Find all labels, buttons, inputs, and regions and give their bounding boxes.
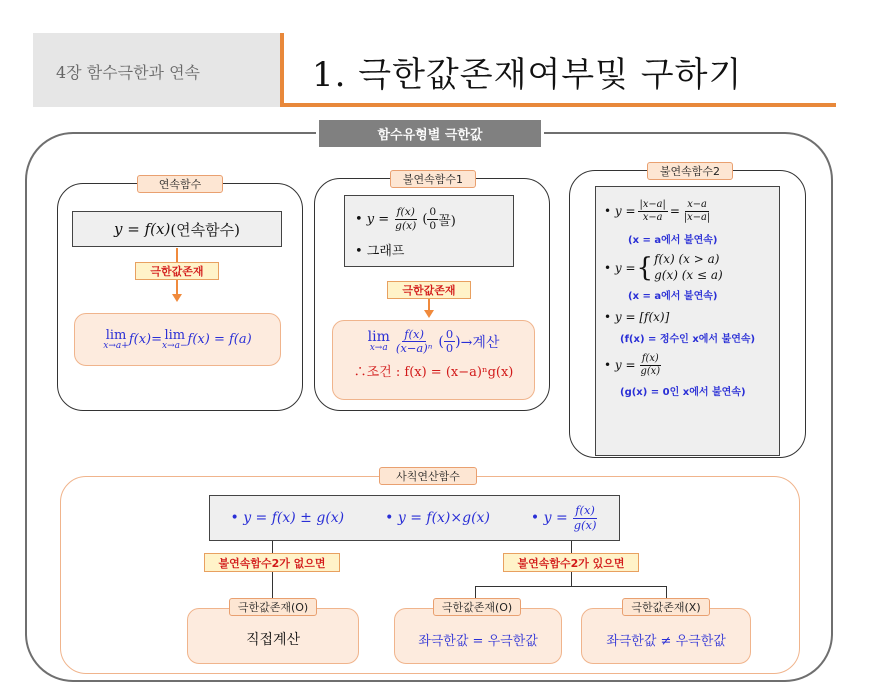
discontinuous1-arrow-shaft: [428, 299, 430, 310]
discontinuous1-box: • y = $\frac{f(x)}{g(x)}$ ( $\frac{0}{0}$ 꼴) • 그래프: [344, 195, 514, 267]
header-underline: [280, 103, 836, 107]
discontinuous1-arrow-head: [424, 310, 434, 318]
discontinuous1-condition: ∴조건 : f(x) = (x−a)ⁿg(x): [353, 365, 514, 381]
continuous-exist-tag: 극한값존재: [135, 262, 219, 280]
discontinuous1-tag: 불연속함수1: [390, 170, 476, 188]
connector-left-down: [272, 572, 273, 600]
condition-left-tag: 불연속함수2가 없으면: [204, 553, 340, 572]
discontinuous1-exist-tag: 극한값존재: [387, 281, 471, 299]
discontinuous1-graph-item: • 그래프: [355, 244, 405, 259]
chapter-label: 4장 함수극한과 연속: [56, 63, 200, 82]
lim-x-to-a: lim x→a: [367, 329, 390, 354]
box2-tag: 극한값존재(O): [433, 598, 521, 616]
box1-tag: 극한값존재(O): [229, 598, 317, 616]
fraction-f-over-power: $\frac{f(x)}{\text{(x−a)ⁿ}}$: [395, 327, 433, 356]
arithmetic-tag: 사칙연산함수: [379, 467, 477, 485]
connector-right-down: [571, 572, 572, 586]
lim-minus: lim x→a−: [162, 327, 188, 351]
discontinuous2-box: • y = $\frac{|x-a|}{x-a}$ = $\frac{x-a}{|x-a|}$ (x = a에서 불연속) • y = { f(x) (x > a) g(x) (x ≤ a) (x = a에서 불연속) • y = [f(x)] (f(x) = 정수인 x에서 불연속) • y = $\frac{f(x)}{g(x)}$ (g(x) = 0인 x에서 불연속): [595, 186, 780, 456]
arithmetic-formula-box: • y = f(x) ± g(x) • y = f(x)×g(x) • y = $\frac{f(x)}{g(x)}$: [209, 495, 620, 541]
continuous-rhs: f(x) = f(a): [187, 332, 252, 347]
unequal-limit-box: 좌극한값 ≠ 우극한값: [581, 608, 751, 664]
fraction-zero-zero: $\frac{0}{0}$: [429, 205, 437, 232]
connector-left-v: [272, 541, 273, 553]
continuous-lhs: f(x): [128, 332, 152, 347]
equal-limit-box: 좌극한값 = 우극한값: [394, 608, 562, 664]
continuous-arrow-top: [176, 248, 178, 262]
continuous-result-box: [74, 313, 281, 366]
lim-plus: lim x→a+: [103, 327, 129, 351]
discontinuous2-tag: 불연속함수2: [647, 162, 733, 180]
continuous-formula-note: (연속함수): [170, 220, 240, 239]
box3-tag: 극한값존재(X): [622, 598, 710, 616]
continuous-tag: 연속함수: [137, 175, 223, 193]
section-banner: 함수유형별 극한값: [316, 120, 544, 147]
discontinuous1-result-box: lim x→a $\frac{f(x)}{\text{(x−a)ⁿ}}$ ( $\frac{0}{0}$ ) →계산 ∴조건 : f(x) = (x−a)ⁿg(x): [332, 320, 535, 400]
page-title: 1. 극한값존재여부및 구하기: [312, 55, 743, 95]
continuous-arrow-shaft: [176, 280, 178, 294]
continuous-arrow-head: [172, 294, 182, 302]
condition-right-tag: 불연속함수2가 있으면: [503, 553, 639, 572]
connector-right-v: [571, 541, 572, 553]
continuous-formula-y: y = f(x): [114, 220, 171, 238]
connector-split-h: [475, 586, 666, 587]
continuous-eq: =: [151, 332, 163, 347]
continuous-formula-box: [72, 211, 282, 247]
fraction-f-over-g: $\frac{f(x)}{g(x)}$: [395, 205, 417, 232]
direct-calc-box: 직접계산: [187, 608, 359, 664]
